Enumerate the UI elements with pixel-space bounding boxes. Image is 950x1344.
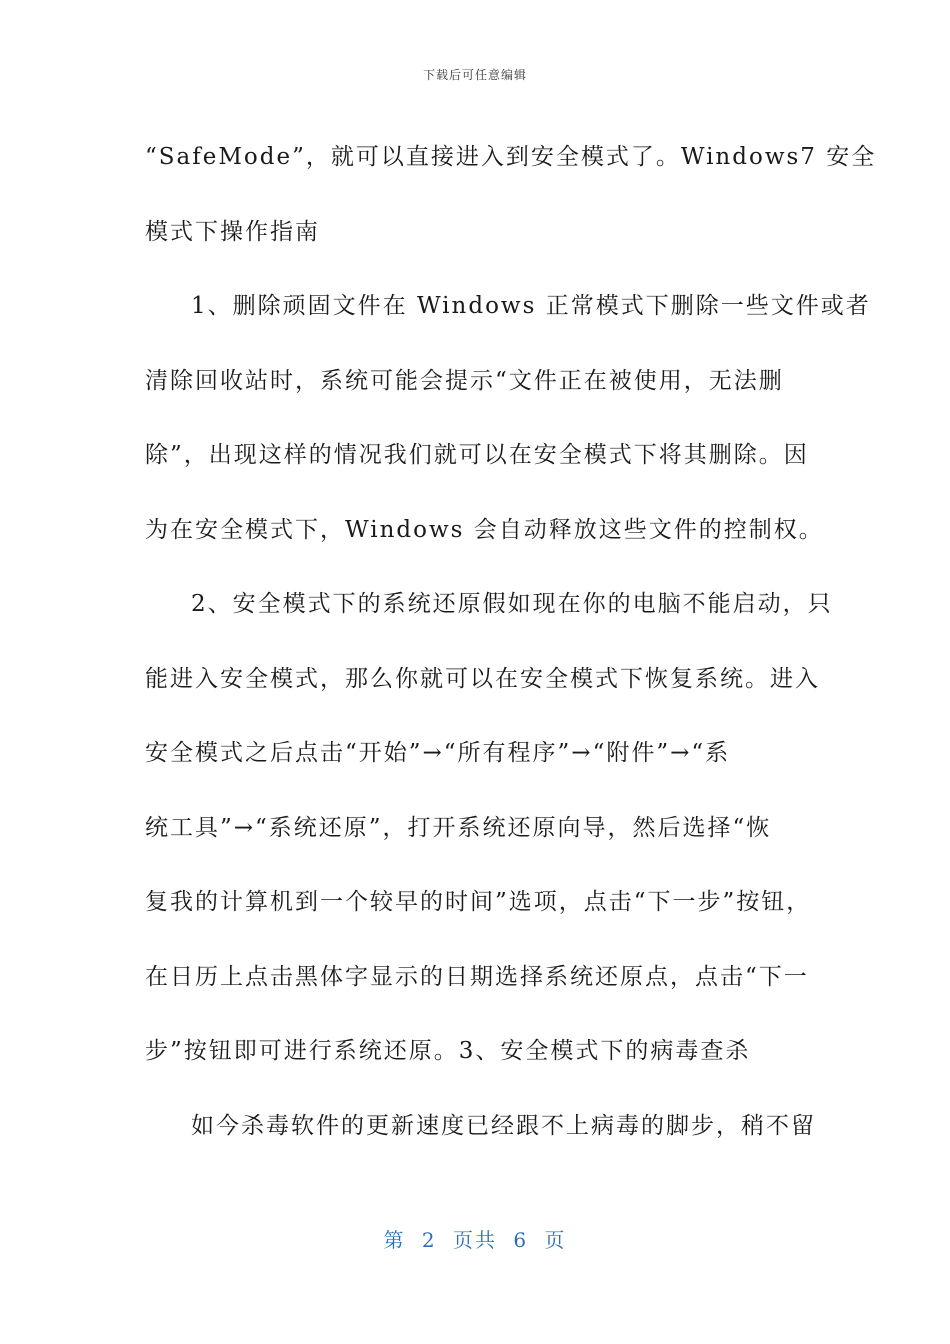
text-line: 安全模式之后点击“开始”→“所有程序”→“附件”→“系	[145, 740, 731, 766]
text-line: 统工具”→“系统还原”，打开系统还原向导，然后选择“恢	[145, 814, 772, 841]
text-line: 如今杀毒软件的更新速度已经跟不上病毒的脚步，稍不留	[191, 1112, 816, 1139]
text-line: 模式下操作指南	[145, 218, 320, 245]
text-line: 复我的计算机到一个较早的时间”选项，点击“下一步”按钮，	[145, 889, 812, 915]
text-line: 清除回收站时，系统可能会提示“文件正在被使用，无法删	[145, 367, 784, 394]
text-line: 2、安全模式下的系统还原假如现在你的电脑不能启动，只	[191, 591, 833, 617]
text-line: “SafeMode”，就可以直接进入到安全模式了。Windows7 安全	[145, 144, 877, 170]
page-header: 下载后可任意编辑	[422, 68, 527, 82]
text-line: 步”按钮即可进行系统还原。3、安全模式下的病毒查杀	[145, 1038, 751, 1064]
text-line: 除”，出现这样的情况我们就可以在安全模式下将其删除。因	[145, 442, 809, 468]
text-line: 能进入安全模式，那么你就可以在安全模式下恢复系统。进入	[145, 665, 820, 692]
document-body	[145, 120, 877, 1163]
text-line: 1、删除顽固文件在 Windows 正常模式下删除一些文件或者	[191, 293, 871, 319]
page-footer: 第 2 页共 6 页	[383, 1228, 567, 1252]
text-line: 在日历上点击黑体字显示的日期选择系统还原点，点击“下一	[145, 963, 809, 990]
text-line: 为在安全模式下，Windows 会自动释放这些文件的控制权。	[145, 516, 824, 543]
